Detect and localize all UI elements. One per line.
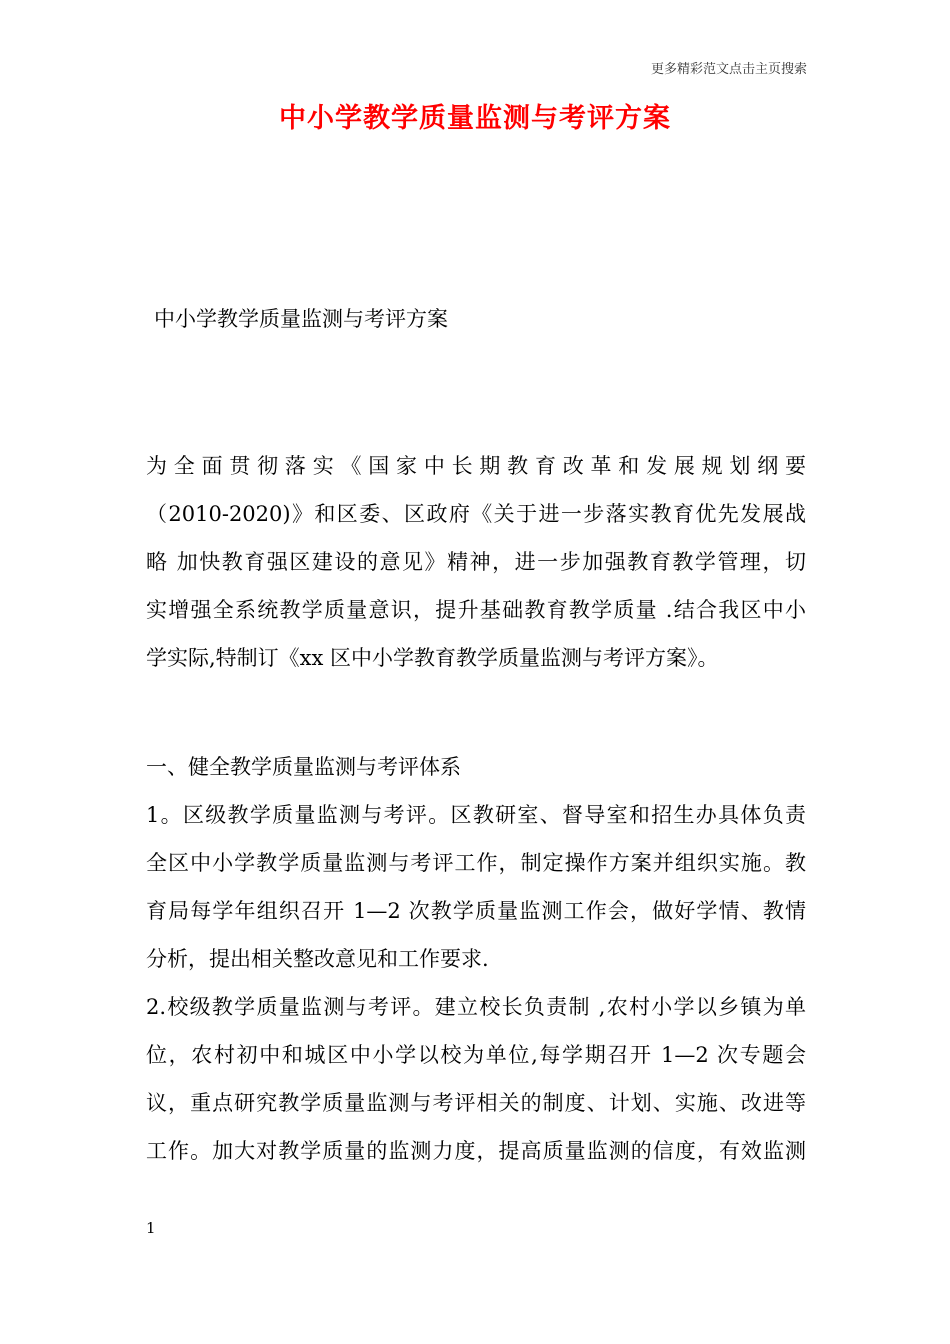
section-heading: 一、健全教学质量监测与考评体系: [146, 755, 461, 779]
intro-line: 为全面贯彻落实《国家中长期教育改革和发展规划纲要: [146, 454, 806, 478]
intro-line: 学实际,特制订《xx 区中小学教育教学质量监测与考评方案》。: [146, 646, 719, 670]
page-number: 1: [146, 1219, 156, 1237]
header-note: 更多精彩范文点击主页搜索: [650, 62, 807, 77]
section-line: 育局每学年组织召开 1—2 次教学质量监测工作会，做好学情、教情: [146, 899, 806, 923]
section-line: 议，重点研究教学质量监测与考评相关的制度、计划、实施、改进等: [146, 1091, 806, 1115]
document-title: 中小学教学质量监测与考评方案: [279, 103, 671, 134]
section-line: 分析，提出相关整改意见和工作要求.: [146, 947, 489, 971]
section-line: 1。区级教学质量监测与考评。区教研室、督导室和招生办具体负责: [146, 803, 806, 827]
section-line: 工作。加大对教学质量的监测力度，提高质量监测的信度，有效监测: [146, 1139, 806, 1163]
section-one: [146, 743, 806, 1175]
intro-paragraph: [146, 442, 806, 682]
section-line: 2.校级教学质量监测与考评。建立校长负责制 ,农村小学以乡镇为单: [146, 995, 806, 1019]
intro-line: 实增强全系统教学质量意识，提升基础教育教学质量 .结合我区中小: [146, 598, 806, 622]
section-line: 全区中小学教学质量监测与考评工作，制定操作方案并组织实施。教: [146, 851, 806, 875]
intro-line: （2010-2020)》和区委、区政府《关于进一步落实教育优先发展战: [146, 502, 806, 526]
intro-line: 略 加快教育强区建设的意见》精神，进一步加强教育教学管理，切: [146, 550, 806, 574]
section-line: 位，农村初中和城区中小学以校为单位,每学期召开 1—2 次专题会: [146, 1043, 806, 1067]
document-subtitle: 中小学教学质量监测与考评方案: [154, 307, 448, 331]
